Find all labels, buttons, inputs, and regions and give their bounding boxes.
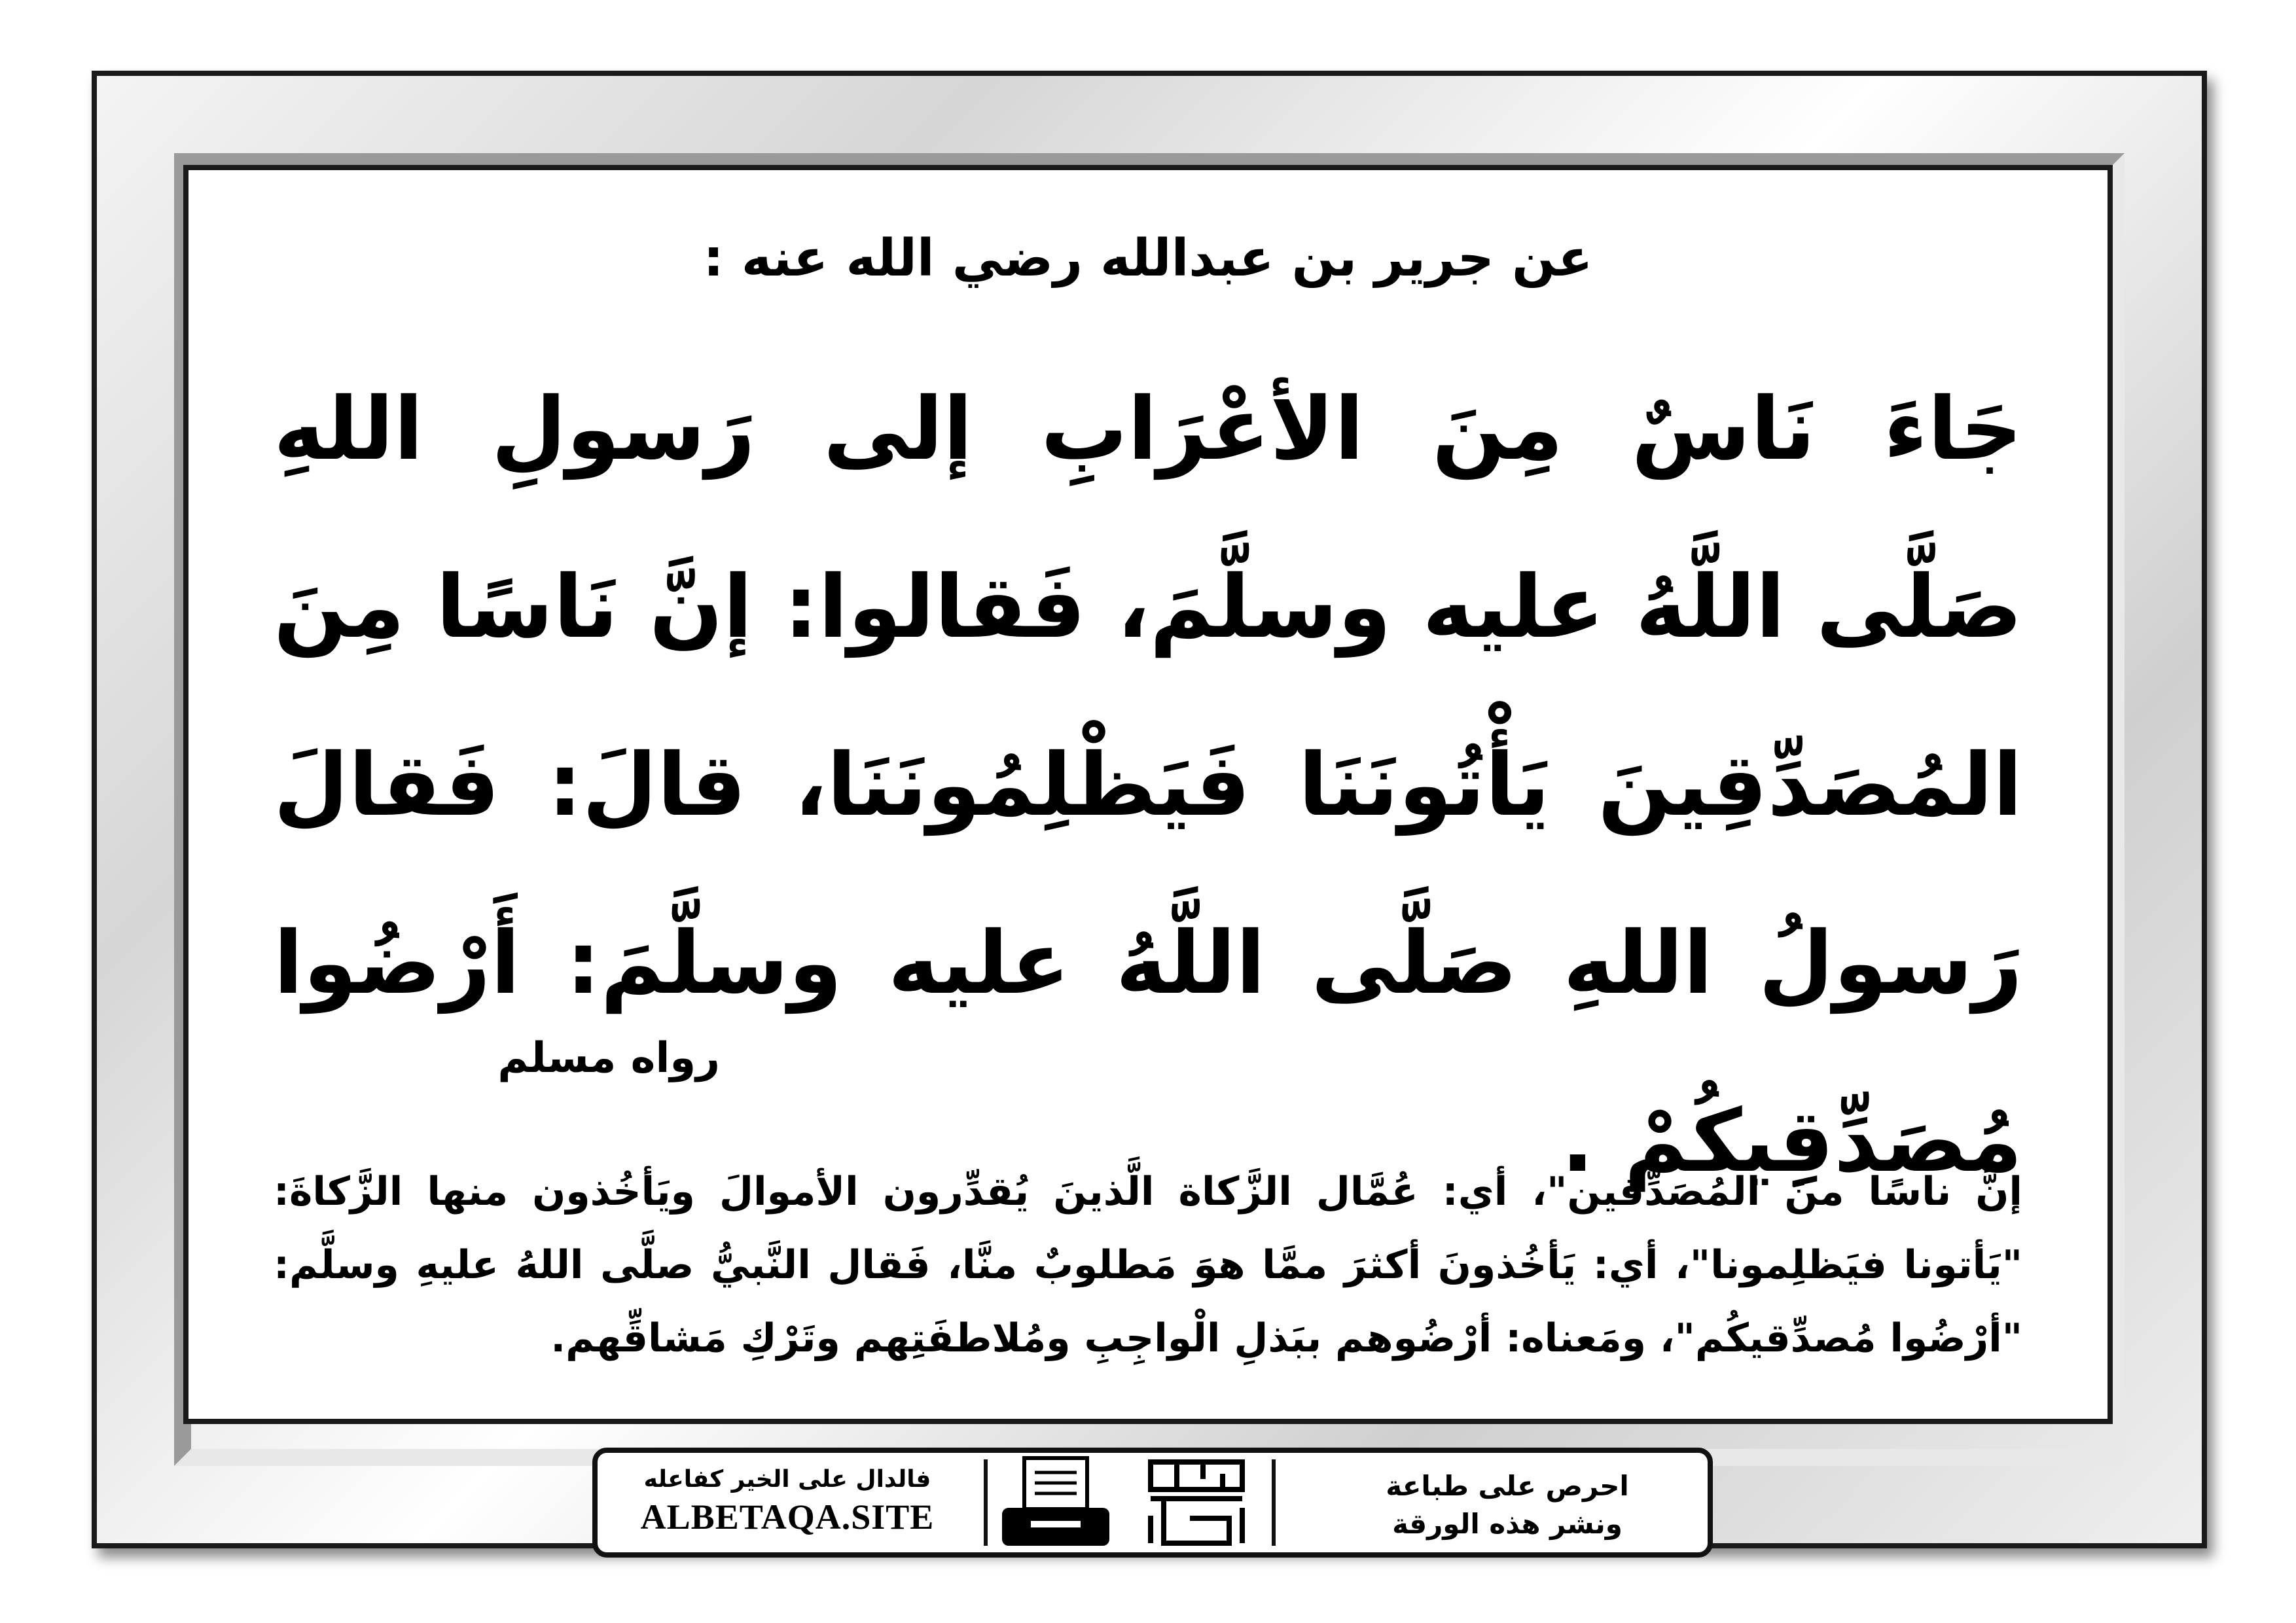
hadith-source: رواه مسلم [497,1034,720,1082]
print-note-line-1: احرص على طباعة [1386,1470,1629,1502]
narrator-intro: عن جرير بن عبدالله رضي الله عنه : [703,229,1593,288]
hadith-text: جَاءَ نَاسٌ مِنَ الأعْرَابِ إلى رَسولِ اللهِ صَلَّى اللَّهُ عليه وسلَّمَ، فَقالوا: إنَّ نَاسًا مِنَ المُصَدِّقِينَ يَأْتُونَنَا فَيَظْلِمُونَنَا، قالَ: فَقالَ رَسولُ اللهِ صَلَّى اللَّهُ عليه وسلَّمَ: أَرْضُوا مُصَدِّقِيكُمْ . [274,379,2022,1192]
footer-badge [592,1448,1713,1558]
site-block [598,1453,977,1552]
hadith-explanation: إنَّ ناسًا منَ المُصَدِّقين"، أي: عُمَّال الزَّكاة الَّذينَ يُقدِّرون الأموالَ ويَأخُذون منها الزَّكاةَ: "يَأتونا فيَظلِمونا"، أي: يَأخُذونَ أكثرَ ممَّا هوَ مَطلوبٌ منَّا، فَقال النَّبيُّ صلَّى اللهُ عليهِ وسلَّم: "أرْضُوا مُصدِّقيكُم"، ومَعناه: أرْضُوهم ببَذلِ الْواجِبِ ومُلاطفَتِهم وتَرْكِ مَشاقِّهم. [274,1169,2022,1361]
content-panel [183,165,2113,1424]
print-note [1318,1453,1697,1552]
printer-icon [990,1453,1121,1552]
print-note-line-2: ونشر هذه الورقة [1392,1508,1623,1540]
publisher-logo [1131,1453,1262,1552]
site-slogan: فالدال على الخير كفاعله [643,1466,931,1493]
site-url[interactable]: ALBETAQA.SITE [640,1497,935,1537]
footer-divider [984,1459,988,1546]
footer-divider [1272,1459,1276,1546]
